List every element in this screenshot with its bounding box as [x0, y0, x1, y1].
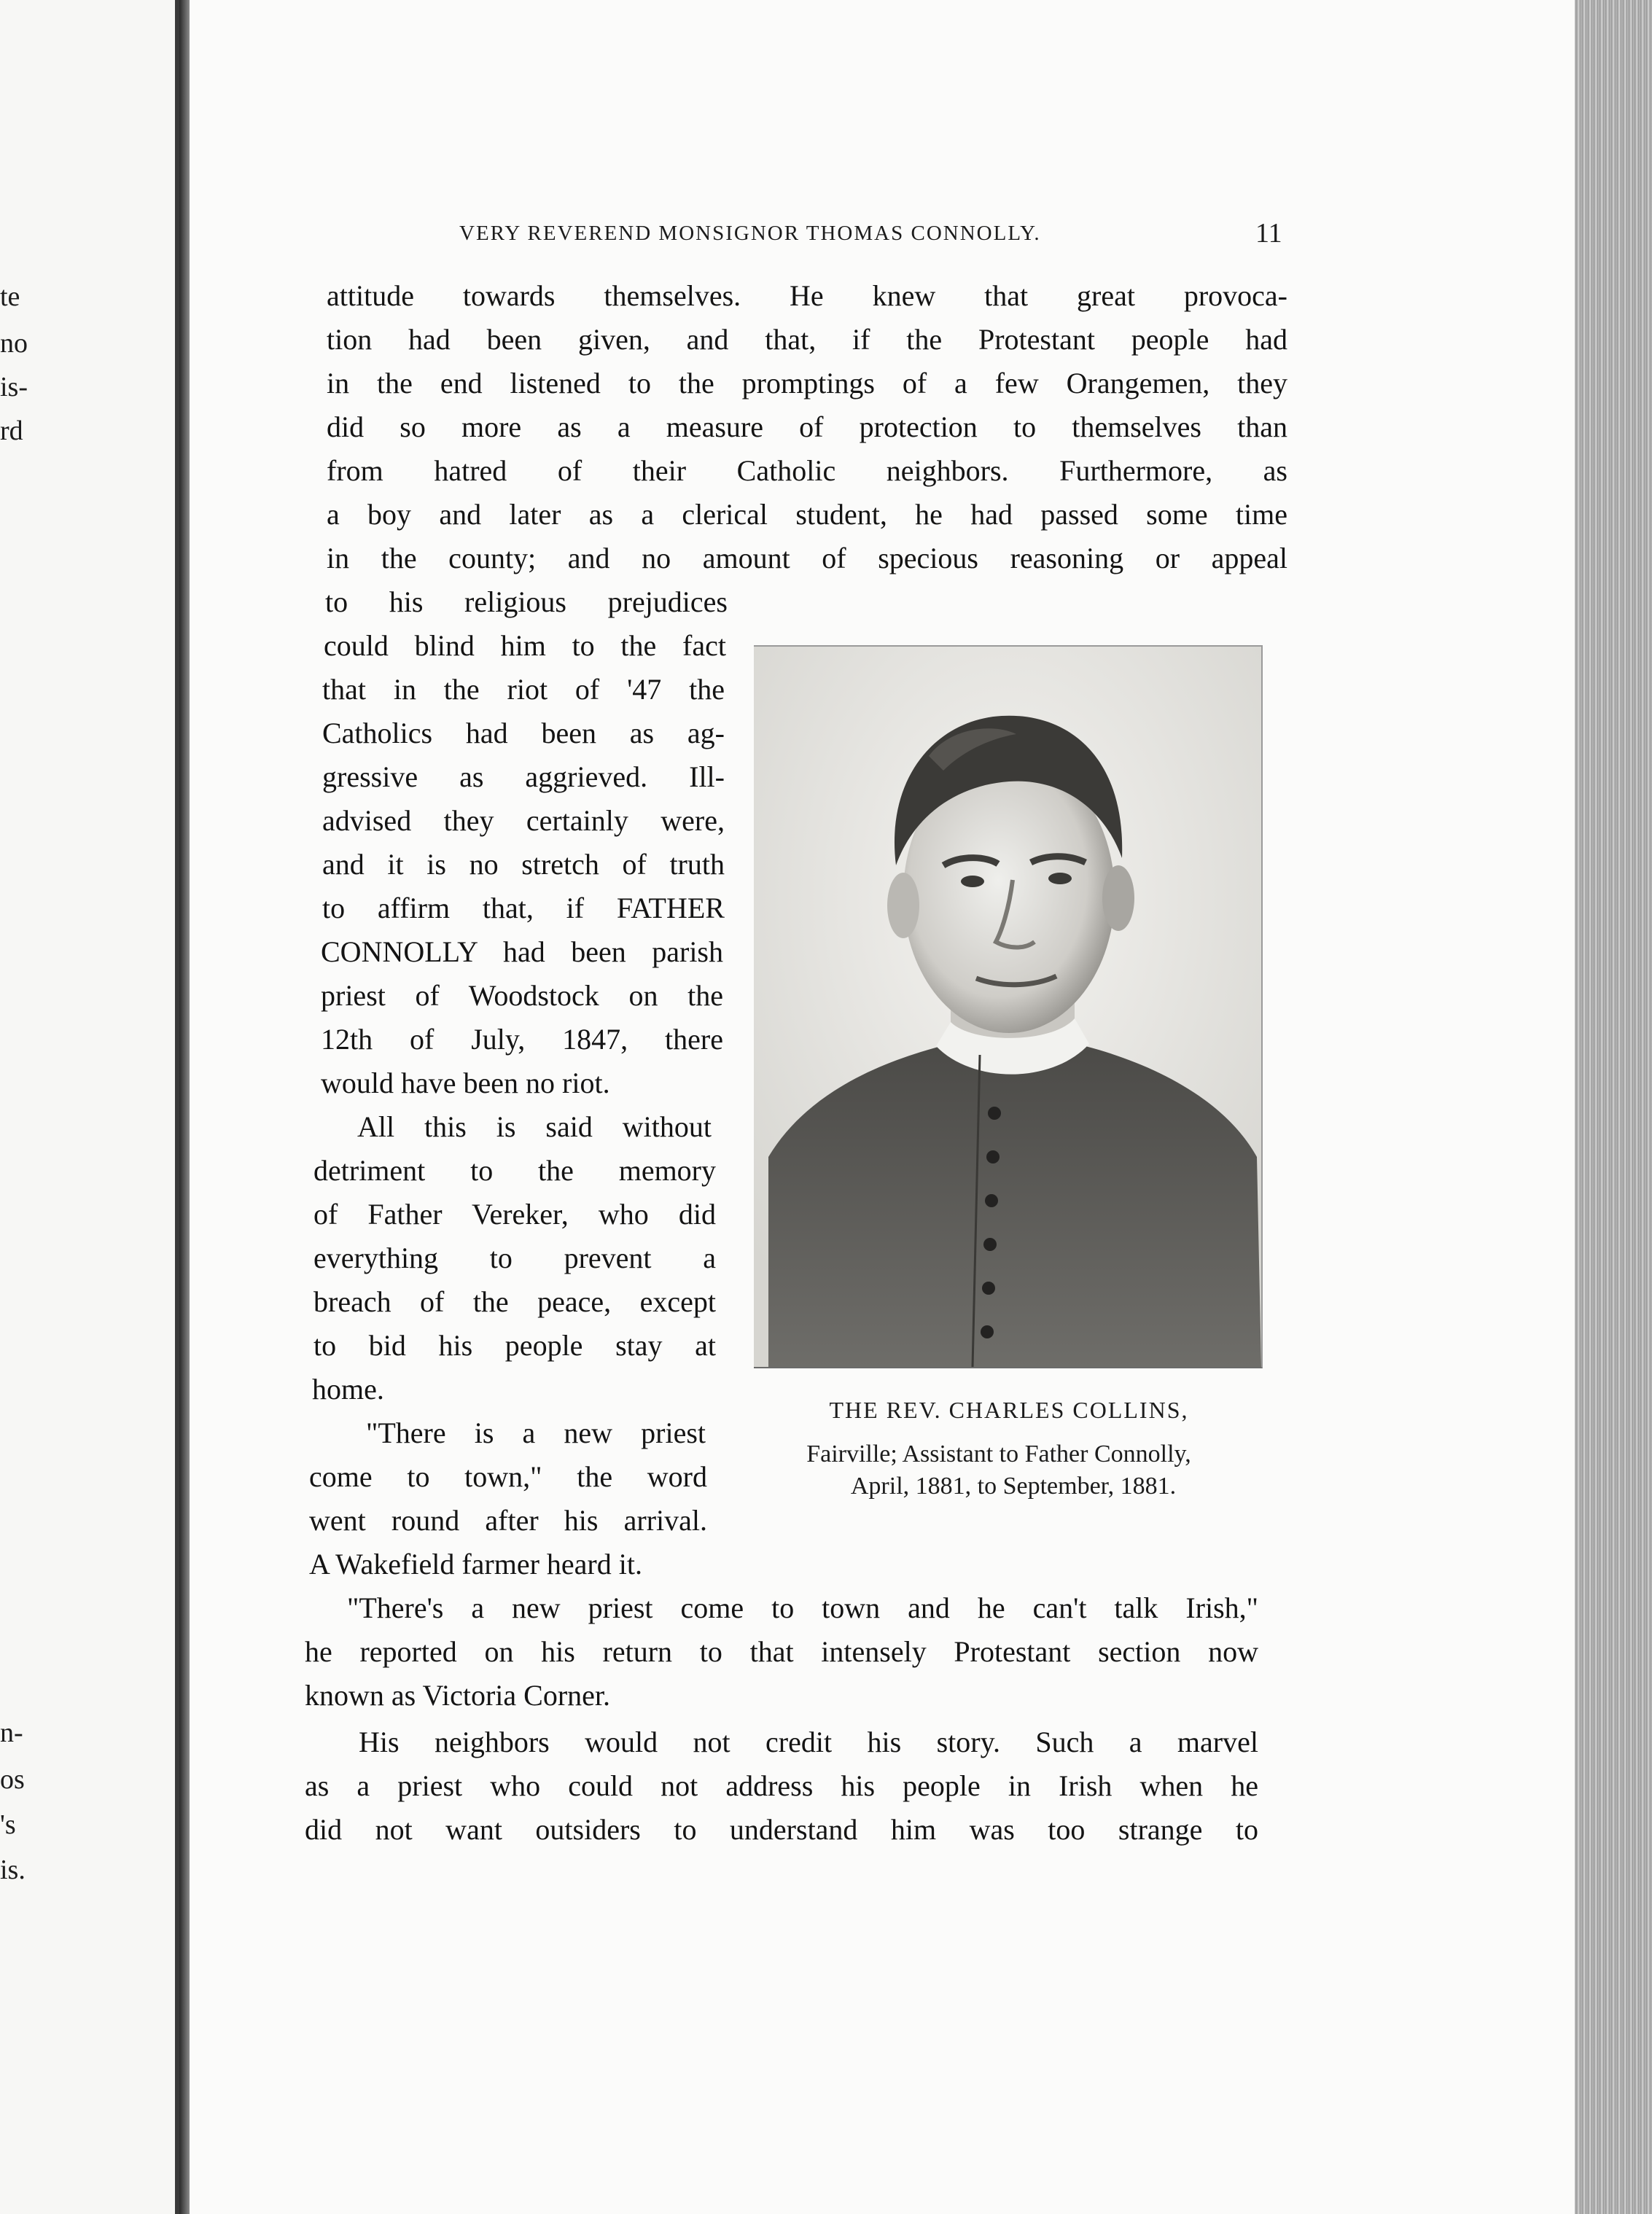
body-line: would have been no riot.: [321, 1067, 610, 1099]
body-line: did not want outsiders to understand him was too strange to: [305, 1813, 1258, 1846]
body-line: "There is a new priest: [366, 1416, 706, 1449]
body-line: a boy and later as a clerical student, he had passed some time: [327, 498, 1287, 531]
body-line: detriment to the memory: [313, 1154, 716, 1187]
body-line: to affirm that, if FATHER: [322, 892, 725, 924]
body-line: His neighbors would not credit his story. Such a marvel: [359, 1726, 1258, 1758]
facing-page-fragment: is-: [0, 372, 28, 402]
body-line: did so more as a measure of protection to themselves than: [327, 410, 1287, 443]
body-line: breach of the peace, except: [313, 1285, 716, 1318]
body-line: attitude towards themselves. He knew that great provoca-: [327, 279, 1287, 312]
body-line: went round after his arrival.: [309, 1504, 707, 1537]
body-line: home.: [312, 1373, 384, 1406]
body-line: from hatred of their Catholic neighbors. Furthermore, as: [327, 454, 1287, 487]
facing-page-fragment: os: [0, 1764, 25, 1795]
body-line: in the county; and no amount of specious reasoning or appeal: [327, 542, 1287, 574]
body-line: he reported on his return to that intensely Protestant section now: [305, 1635, 1258, 1668]
body-line: and it is no stretch of truth: [322, 848, 725, 881]
body-line: everything to prevent a: [313, 1242, 716, 1274]
body-line: that in the riot of '47 the: [322, 673, 725, 706]
running-head: VERY REVEREND MONSIGNOR THOMAS CONNOLLY.: [459, 222, 1041, 245]
book-gutter: [179, 0, 190, 2214]
body-line: priest of Woodstock on the: [321, 979, 723, 1012]
facing-page-fragment: te: [0, 281, 20, 312]
body-line: could blind him to the fact: [324, 629, 726, 662]
body-line: "There's a new priest come to town and he can't talk Irish,": [347, 1591, 1258, 1624]
photo-caption-line: Fairville; Assistant to Father Connolly,: [806, 1441, 1191, 1467]
priest-portrait-image: [754, 647, 1261, 1367]
facing-page-fragment: n-: [0, 1718, 23, 1748]
body-line: 12th of July, 1847, there: [321, 1023, 723, 1056]
facing-page-fragment: 's: [0, 1809, 16, 1840]
facing-page: [0, 0, 179, 2214]
body-line: come to town," the word: [309, 1460, 707, 1493]
body-line: in the end listened to the promptings of a few Orangemen, they: [327, 367, 1287, 399]
facing-page-fragment: is.: [0, 1855, 26, 1885]
body-line: to his religious prejudices: [325, 585, 728, 618]
facing-page-fragment: rd: [0, 416, 23, 446]
portrait-photo: [754, 645, 1263, 1368]
body-line: CONNOLLY had been parish: [321, 935, 723, 968]
body-line: A Wakefield farmer heard it.: [309, 1548, 642, 1580]
photo-caption-line: April, 1881, to September, 1881.: [850, 1473, 1177, 1500]
body-line: Catholics had been as ag-: [322, 717, 725, 749]
body-line: gressive as aggrieved. Ill-: [322, 760, 725, 793]
body-line: of Father Vereker, who did: [313, 1198, 716, 1231]
body-line: to bid his people stay at: [313, 1329, 716, 1362]
facing-page-fragment: no: [0, 328, 28, 359]
photo-caption-title: THE REV. CHARLES COLLINS,: [829, 1397, 1189, 1423]
body-line: as a priest who could not address his people in Irish when he: [305, 1769, 1258, 1802]
body-line: advised they certainly were,: [322, 804, 725, 837]
body-line: All this is said without: [357, 1110, 712, 1143]
page-edges: [1575, 0, 1652, 2214]
body-line: tion had been given, and that, if the Protestant people had: [327, 323, 1287, 356]
page-number: 11: [1255, 218, 1282, 249]
body-line: known as Victoria Corner.: [305, 1679, 611, 1712]
